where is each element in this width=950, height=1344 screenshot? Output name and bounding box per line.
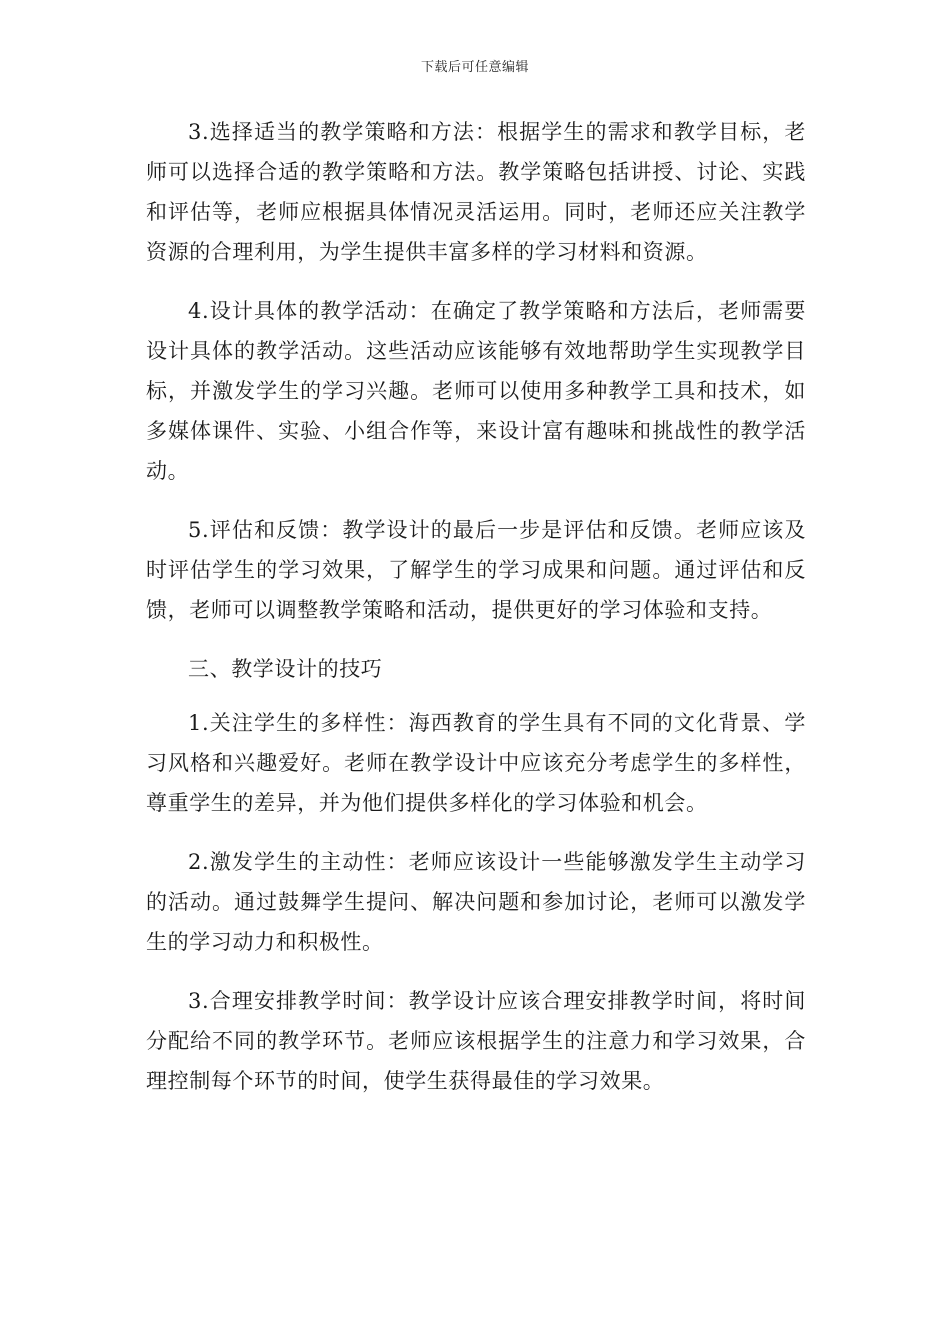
document-body bbox=[146, 112, 806, 1120]
paragraph-tip-1-diversity: 1.关注学生的多样性：海西教育的学生具有不同的文化背景、学习风格和兴趣爱好。老师在教学设计中应该充分考虑学生的多样性，尊重学生的差异，并为他们提供多样化的学习体验和机会。 bbox=[146, 711, 806, 815]
paragraph-tip-2-initiative: 2.激发学生的主动性：老师应该设计一些能够激发学生主动学习的活动。通过鼓舞学生提问、解决问题和参加讨论，老师可以激发学生的学习动力和积极性。 bbox=[146, 850, 806, 954]
section-heading-techniques: 三、教学设计的技巧 bbox=[188, 657, 383, 681]
paragraph-step-5-evaluation: 5.评估和反馈：教学设计的最后一步是评估和反馈。老师应该及时评估学生的学习效果，了解学生的学习成果和问题。通过评估和反馈，老师可以调整教学策略和活动，提供更好的学习体验和支持。 bbox=[146, 518, 806, 622]
download-note: 下载后可任意编辑 bbox=[420, 60, 529, 75]
paragraph-tip-3-time: 3.合理安排教学时间：教学设计应该合理安排教学时间，将时间分配给不同的教学环节。老师应该根据学生的注意力和学习效果，合理控制每个环节的时间，使学生获得最佳的学习效果。 bbox=[146, 989, 806, 1093]
paragraph-step-3-strategy: 3.选择适当的教学策略和方法：根据学生的需求和教学目标，老师可以选择合适的教学策略和方法。教学策略包括讲授、讨论、实践和评估等，老师应根据具体情况灵活运用。同时，老师还应关注教学资源的合理利用，为学生提供丰富多样的学习材料和资源。 bbox=[146, 120, 806, 264]
paragraph-step-4-activities: 4.设计具体的教学活动：在确定了教学策略和方法后，老师需要设计具体的教学活动。这些活动应该能够有效地帮助学生实现教学目标，并激发学生的学习兴趣。老师可以使用多种教学工具和技术，如多媒体课件、实验、小组合作等，来设计富有趣味和挑战性的教学活动。 bbox=[146, 299, 806, 483]
